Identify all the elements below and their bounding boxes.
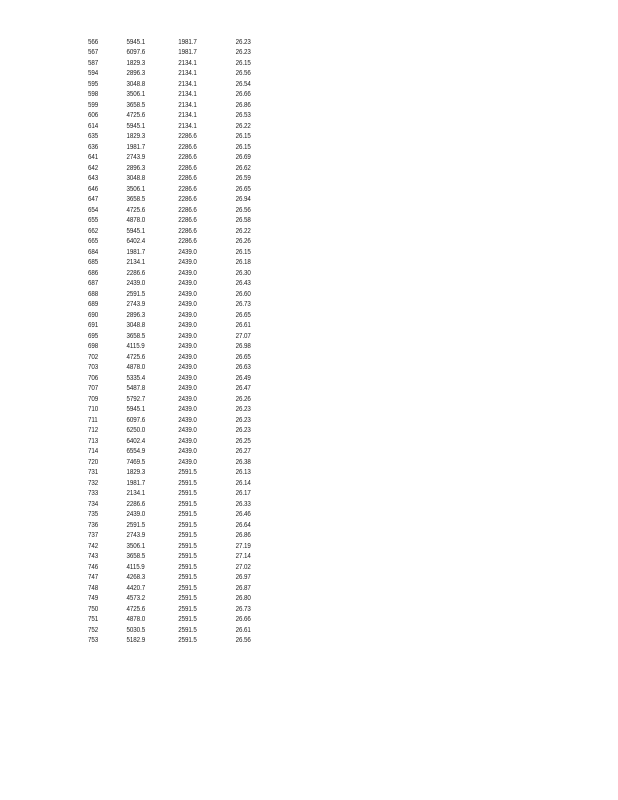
data-table — [88, 37, 268, 646]
table-row — [88, 341, 268, 352]
z-value-cell: 26.27 — [235, 446, 251, 455]
y-value-cell: 2591.5 — [178, 477, 197, 487]
x-value-cell: 2286.6 — [126, 498, 146, 508]
x-value-cell: 1829.3 — [126, 467, 146, 476]
z-value-cell: 26.49 — [235, 372, 251, 382]
table-row — [88, 394, 268, 405]
y-value-cell: 2134.1 — [178, 57, 197, 67]
table-row — [88, 247, 268, 258]
y-value-cell: 2286.6 — [178, 141, 197, 151]
z-value-cell: 26.15 — [235, 141, 251, 151]
x-value-cell: 3048.8 — [126, 320, 146, 329]
row-id-cell: 707 — [88, 383, 99, 392]
table-row — [88, 635, 268, 646]
table-row — [88, 509, 268, 520]
z-value-cell: 26.86 — [235, 99, 251, 109]
row-id-cell: 686 — [88, 267, 99, 277]
table-row — [88, 488, 268, 499]
table-row — [88, 278, 268, 289]
y-value-cell: 2439.0 — [178, 351, 197, 361]
y-value-cell: 2439.0 — [178, 456, 197, 466]
x-value-cell: 4725.6 — [126, 351, 146, 361]
row-id-cell: 710 — [88, 404, 99, 413]
table-row — [88, 362, 268, 373]
y-value-cell: 2134.1 — [178, 68, 197, 77]
table-row — [88, 215, 268, 226]
x-value-cell: 6097.6 — [126, 47, 146, 56]
z-value-cell: 26.61 — [235, 320, 251, 329]
x-value-cell: 3506.1 — [126, 89, 146, 98]
y-value-cell: 2439.0 — [178, 435, 197, 445]
table-row — [88, 562, 268, 573]
x-value-cell: 3048.8 — [126, 173, 146, 182]
table-row — [88, 68, 268, 79]
table-row — [88, 530, 268, 541]
row-id-cell: 599 — [88, 99, 99, 109]
z-value-cell: 26.58 — [235, 215, 251, 224]
z-value-cell: 26.54 — [235, 78, 251, 88]
z-value-cell: 26.43 — [235, 278, 251, 287]
z-value-cell: 26.64 — [235, 519, 251, 529]
row-id-cell: 685 — [88, 257, 99, 266]
row-id-cell: 734 — [88, 498, 99, 508]
x-value-cell: 3658.5 — [126, 99, 146, 109]
y-value-cell: 2591.5 — [178, 614, 197, 623]
z-value-cell: 26.94 — [235, 194, 251, 203]
row-id-cell: 706 — [88, 372, 99, 382]
table-row — [88, 625, 268, 636]
row-id-cell: 753 — [88, 635, 99, 644]
row-id-cell: 736 — [88, 519, 99, 529]
x-value-cell: 6097.6 — [126, 414, 146, 424]
y-value-cell: 2591.5 — [178, 561, 197, 571]
x-value-cell: 4420.7 — [126, 582, 146, 592]
y-value-cell: 2439.0 — [178, 393, 197, 403]
table-row — [88, 593, 268, 604]
z-value-cell: 26.63 — [235, 362, 251, 371]
z-value-cell: 26.73 — [235, 603, 251, 613]
y-value-cell: 2286.6 — [178, 131, 197, 140]
y-value-cell: 2134.1 — [178, 99, 197, 109]
y-value-cell: 2439.0 — [178, 414, 197, 424]
table-row — [88, 236, 268, 247]
row-id-cell: 750 — [88, 603, 99, 613]
z-value-cell: 26.23 — [235, 47, 251, 56]
y-value-cell: 2439.0 — [178, 383, 197, 392]
z-value-cell: 26.59 — [235, 173, 251, 182]
y-value-cell: 2439.0 — [178, 362, 197, 371]
table-row — [88, 446, 268, 457]
y-value-cell: 2591.5 — [178, 593, 197, 602]
y-value-cell: 2591.5 — [178, 519, 197, 529]
row-id-cell: 698 — [88, 341, 99, 350]
x-value-cell: 4878.0 — [126, 215, 146, 224]
table-row — [88, 131, 268, 142]
x-value-cell: 5182.9 — [126, 635, 146, 644]
y-value-cell: 2286.6 — [178, 204, 197, 214]
z-value-cell: 26.65 — [235, 309, 251, 319]
z-value-cell: 26.14 — [235, 477, 251, 487]
table-row — [88, 467, 268, 478]
y-value-cell: 2134.1 — [178, 120, 197, 130]
table-body — [88, 37, 268, 646]
row-id-cell: 641 — [88, 152, 99, 161]
z-value-cell: 26.62 — [235, 162, 251, 172]
x-value-cell: 2439.0 — [126, 278, 146, 287]
row-id-cell: 748 — [88, 582, 99, 592]
table-row — [88, 37, 268, 48]
y-value-cell: 2439.0 — [178, 425, 197, 434]
y-value-cell: 2286.6 — [178, 225, 197, 235]
x-value-cell: 6250.0 — [126, 425, 146, 434]
table-row — [88, 436, 268, 447]
y-value-cell: 2134.1 — [178, 78, 197, 88]
row-id-cell: 749 — [88, 593, 99, 602]
x-value-cell: 2134.1 — [126, 257, 146, 266]
y-value-cell: 2286.6 — [178, 162, 197, 172]
y-value-cell: 2439.0 — [178, 372, 197, 382]
row-id-cell: 642 — [88, 162, 99, 172]
table-row — [88, 383, 268, 394]
table-row — [88, 478, 268, 489]
row-id-cell: 646 — [88, 183, 99, 193]
x-value-cell: 4115.9 — [126, 341, 145, 350]
z-value-cell: 26.56 — [235, 204, 251, 214]
z-value-cell: 26.61 — [235, 624, 251, 634]
row-id-cell: 636 — [88, 141, 99, 151]
z-value-cell: 27.07 — [235, 330, 251, 340]
table-row — [88, 457, 268, 468]
table-row — [88, 194, 268, 205]
z-value-cell: 26.26 — [235, 236, 251, 245]
row-id-cell: 731 — [88, 467, 99, 476]
table-row — [88, 110, 268, 121]
table-row — [88, 373, 268, 384]
row-id-cell: 655 — [88, 215, 99, 224]
table-row — [88, 425, 268, 436]
y-value-cell: 2591.5 — [178, 603, 197, 613]
y-value-cell: 2591.5 — [178, 467, 197, 476]
x-value-cell: 2439.0 — [126, 509, 146, 518]
y-value-cell: 2591.5 — [178, 540, 197, 550]
x-value-cell: 5945.1 — [126, 36, 146, 46]
table-row — [88, 173, 268, 184]
row-id-cell: 735 — [88, 509, 99, 518]
row-id-cell: 684 — [88, 246, 99, 256]
y-value-cell: 2439.0 — [178, 341, 197, 350]
table-row — [88, 268, 268, 279]
z-value-cell: 26.86 — [235, 530, 251, 539]
table-row — [88, 299, 268, 310]
table-row — [88, 89, 268, 100]
z-value-cell: 26.33 — [235, 498, 251, 508]
row-id-cell: 595 — [88, 78, 99, 88]
z-value-cell: 26.56 — [235, 635, 251, 644]
x-value-cell: 4725.6 — [126, 110, 146, 119]
z-value-cell: 26.17 — [235, 488, 251, 497]
table-row — [88, 352, 268, 363]
y-value-cell: 2286.6 — [178, 194, 197, 203]
table-row — [88, 310, 268, 321]
x-value-cell: 1981.7 — [126, 246, 146, 256]
y-value-cell: 2286.6 — [178, 236, 197, 245]
row-id-cell: 566 — [88, 36, 99, 46]
z-value-cell: 26.80 — [235, 593, 251, 602]
x-value-cell: 5335.4 — [126, 372, 146, 382]
table-row — [88, 79, 268, 90]
row-id-cell: 567 — [88, 47, 99, 56]
row-id-cell: 732 — [88, 477, 99, 487]
y-value-cell: 2591.5 — [178, 624, 197, 634]
row-id-cell: 647 — [88, 194, 99, 203]
y-value-cell: 2439.0 — [178, 267, 197, 277]
x-value-cell: 3506.1 — [126, 540, 146, 550]
row-id-cell: 654 — [88, 204, 99, 214]
table-row — [88, 404, 268, 415]
x-value-cell: 5945.1 — [126, 120, 146, 130]
x-value-cell: 1981.7 — [126, 141, 146, 151]
table-row — [88, 47, 268, 58]
x-value-cell: 2743.9 — [126, 530, 146, 539]
row-id-cell: 713 — [88, 435, 99, 445]
z-value-cell: 26.69 — [235, 152, 251, 161]
x-value-cell: 2286.6 — [126, 267, 146, 277]
table-row — [88, 184, 268, 195]
z-value-cell: 26.66 — [235, 89, 251, 98]
x-value-cell: 6402.4 — [126, 236, 146, 245]
z-value-cell: 26.66 — [235, 614, 251, 623]
z-value-cell: 26.26 — [235, 393, 251, 403]
row-id-cell: 702 — [88, 351, 99, 361]
z-value-cell: 26.15 — [235, 57, 251, 67]
row-id-cell: 695 — [88, 330, 99, 340]
row-id-cell: 751 — [88, 614, 99, 623]
y-value-cell: 2134.1 — [178, 110, 197, 119]
row-id-cell: 743 — [88, 551, 99, 560]
z-value-cell: 26.23 — [235, 36, 251, 46]
table-row — [88, 100, 268, 111]
z-value-cell: 27.14 — [235, 551, 251, 560]
row-id-cell: 752 — [88, 624, 99, 634]
z-value-cell: 26.13 — [235, 467, 251, 476]
x-value-cell: 2591.5 — [126, 288, 146, 298]
x-value-cell: 2896.3 — [126, 309, 146, 319]
row-id-cell: 688 — [88, 288, 99, 298]
y-value-cell: 2591.5 — [178, 488, 197, 497]
z-value-cell: 26.30 — [235, 267, 251, 277]
row-id-cell: 711 — [88, 414, 98, 424]
x-value-cell: 2896.3 — [126, 162, 146, 172]
row-id-cell: 691 — [88, 320, 99, 329]
z-value-cell: 26.25 — [235, 435, 251, 445]
row-id-cell: 712 — [88, 425, 99, 434]
z-value-cell: 26.53 — [235, 110, 251, 119]
z-value-cell: 26.23 — [235, 404, 251, 413]
x-value-cell: 1829.3 — [126, 57, 146, 67]
row-id-cell: 606 — [88, 110, 99, 119]
row-id-cell: 665 — [88, 236, 99, 245]
x-value-cell: 5792.7 — [126, 393, 146, 403]
x-value-cell: 4878.0 — [126, 614, 146, 623]
y-value-cell: 2286.6 — [178, 183, 197, 193]
row-id-cell: 714 — [88, 446, 99, 455]
z-value-cell: 26.15 — [235, 246, 251, 256]
z-value-cell: 26.46 — [235, 509, 251, 518]
y-value-cell: 2286.6 — [178, 173, 197, 182]
x-value-cell: 2743.9 — [126, 152, 146, 161]
x-value-cell: 4878.0 — [126, 362, 146, 371]
row-id-cell: 587 — [88, 57, 99, 67]
z-value-cell: 27.19 — [235, 540, 251, 550]
z-value-cell: 26.98 — [235, 341, 251, 350]
x-value-cell: 2896.3 — [126, 68, 146, 77]
row-id-cell: 643 — [88, 173, 99, 182]
table-row — [88, 541, 268, 552]
row-id-cell: 746 — [88, 561, 99, 571]
table-row — [88, 320, 268, 331]
z-value-cell: 26.18 — [235, 257, 251, 266]
y-value-cell: 2591.5 — [178, 635, 197, 644]
row-id-cell: 742 — [88, 540, 99, 550]
x-value-cell: 7469.5 — [126, 456, 146, 466]
row-id-cell: 720 — [88, 456, 99, 466]
table-row — [88, 614, 268, 625]
y-value-cell: 2439.0 — [178, 320, 197, 329]
table-row — [88, 163, 268, 174]
y-value-cell: 2591.5 — [178, 551, 197, 560]
z-value-cell: 26.15 — [235, 131, 251, 140]
y-value-cell: 2439.0 — [178, 257, 197, 266]
row-id-cell: 709 — [88, 393, 99, 403]
table-row — [88, 205, 268, 216]
y-value-cell: 2439.0 — [178, 446, 197, 455]
table-row — [88, 289, 268, 300]
y-value-cell: 2439.0 — [178, 278, 197, 287]
x-value-cell: 4115.9 — [126, 561, 145, 571]
row-id-cell: 703 — [88, 362, 99, 371]
z-value-cell: 26.23 — [235, 414, 251, 424]
x-value-cell: 5945.1 — [126, 404, 146, 413]
table-row — [88, 604, 268, 615]
x-value-cell: 5030.5 — [126, 624, 146, 634]
table-row — [88, 572, 268, 583]
table-row — [88, 499, 268, 510]
table-row — [88, 58, 268, 69]
z-value-cell: 26.73 — [235, 299, 251, 308]
x-value-cell: 4573.2 — [126, 593, 146, 602]
table-row — [88, 331, 268, 342]
y-value-cell: 2439.0 — [178, 288, 197, 298]
y-value-cell: 2286.6 — [178, 215, 197, 224]
x-value-cell: 4725.6 — [126, 204, 146, 214]
y-value-cell: 2591.5 — [178, 498, 197, 508]
table-row — [88, 152, 268, 163]
x-value-cell: 4725.6 — [126, 603, 146, 613]
x-value-cell: 6402.4 — [126, 435, 146, 445]
x-value-cell: 5487.8 — [126, 383, 146, 392]
row-id-cell: 635 — [88, 131, 99, 140]
x-value-cell: 3658.5 — [126, 194, 146, 203]
x-value-cell: 3658.5 — [126, 551, 146, 560]
y-value-cell: 2439.0 — [178, 309, 197, 319]
y-value-cell: 2591.5 — [178, 582, 197, 592]
z-value-cell: 26.87 — [235, 582, 251, 592]
z-value-cell: 26.38 — [235, 456, 251, 466]
y-value-cell: 2134.1 — [178, 89, 197, 98]
table-row — [88, 520, 268, 531]
table-row — [88, 121, 268, 132]
row-id-cell: 737 — [88, 530, 99, 539]
z-value-cell: 26.22 — [235, 120, 251, 130]
row-id-cell: 690 — [88, 309, 99, 319]
y-value-cell: 2591.5 — [178, 509, 197, 518]
z-value-cell: 26.65 — [235, 183, 251, 193]
z-value-cell: 26.23 — [235, 425, 251, 434]
row-id-cell: 689 — [88, 299, 99, 308]
z-value-cell: 26.47 — [235, 383, 251, 392]
table-row — [88, 583, 268, 594]
x-value-cell: 6554.9 — [126, 446, 146, 455]
y-value-cell: 1981.7 — [178, 36, 197, 46]
table-row — [88, 415, 268, 426]
row-id-cell: 614 — [88, 120, 99, 130]
row-id-cell: 747 — [88, 572, 99, 581]
z-value-cell: 26.65 — [235, 351, 251, 361]
y-value-cell: 2439.0 — [178, 404, 197, 413]
z-value-cell: 26.60 — [235, 288, 251, 298]
table-row — [88, 551, 268, 562]
x-value-cell: 4268.3 — [126, 572, 146, 581]
row-id-cell: 687 — [88, 278, 99, 287]
z-value-cell: 26.56 — [235, 68, 251, 77]
x-value-cell: 2134.1 — [126, 488, 146, 497]
x-value-cell: 5945.1 — [126, 225, 146, 235]
x-value-cell: 3048.8 — [126, 78, 146, 88]
table-row — [88, 226, 268, 237]
x-value-cell: 3506.1 — [126, 183, 146, 193]
row-id-cell: 598 — [88, 89, 99, 98]
row-id-cell: 733 — [88, 488, 99, 497]
z-value-cell: 26.97 — [235, 572, 251, 581]
z-value-cell: 26.22 — [235, 225, 251, 235]
y-value-cell: 2286.6 — [178, 152, 197, 161]
table-row — [88, 142, 268, 153]
y-value-cell: 2591.5 — [178, 530, 197, 539]
x-value-cell: 2743.9 — [126, 299, 146, 308]
row-id-cell: 662 — [88, 225, 99, 235]
x-value-cell: 1981.7 — [126, 477, 146, 487]
x-value-cell: 2591.5 — [126, 519, 146, 529]
y-value-cell: 2439.0 — [178, 299, 197, 308]
x-value-cell: 1829.3 — [126, 131, 146, 140]
z-value-cell: 27.02 — [235, 561, 251, 571]
table-row — [88, 257, 268, 268]
y-value-cell: 2439.0 — [178, 330, 197, 340]
x-value-cell: 3658.5 — [126, 330, 146, 340]
y-value-cell: 2591.5 — [178, 572, 197, 581]
row-id-cell: 594 — [88, 68, 99, 77]
y-value-cell: 1981.7 — [178, 47, 197, 56]
y-value-cell: 2439.0 — [178, 246, 197, 256]
